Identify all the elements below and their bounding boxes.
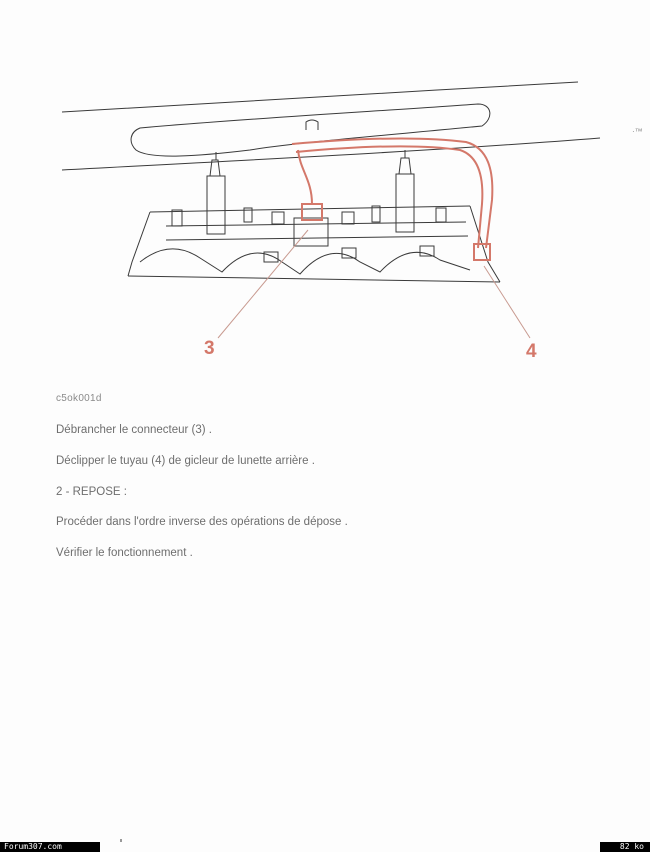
callout-label-4: 4: [526, 341, 537, 362]
leader-line-3: [218, 230, 308, 338]
scan-artifact: ·™: [632, 127, 643, 136]
instruction-check-operation: Vérifier le fonctionnement .: [56, 547, 193, 559]
housing-rail: [166, 222, 466, 226]
section-heading-refit: 2 - REPOSE :: [56, 486, 127, 498]
housing-top: [150, 206, 470, 212]
housing-base: [128, 276, 500, 282]
connector-body: [294, 218, 328, 246]
hose-4-highlight: [292, 138, 492, 248]
housing-left-side: [128, 212, 150, 276]
roof-inner-line: [62, 138, 600, 170]
technical-diagram: [0, 60, 650, 380]
connector-wire-highlight: [298, 150, 312, 204]
instruction-reverse-order: Procéder dans l'ordre inverse des opérations de dépose .: [56, 516, 348, 528]
scan-speck: [120, 839, 122, 842]
figure-reference: c5ok001d: [56, 393, 102, 404]
center-stud: [306, 120, 318, 130]
instruction-unclip-hose: Déclipper le tuyau (4) de gicleur de lunette arrière .: [56, 455, 315, 467]
hose-clip-highlight: [474, 244, 490, 260]
instruction-disconnect-connector: Débrancher le connecteur (3) .: [56, 424, 212, 436]
footer-file-size: 82 ko: [600, 842, 650, 852]
roof-edge-line: [62, 82, 578, 112]
footer-site-label: Forum307.com: [0, 842, 100, 852]
callout-label-3: 3: [204, 338, 215, 359]
housing-rail-lower: [166, 236, 468, 240]
leader-line-4: [484, 266, 530, 338]
